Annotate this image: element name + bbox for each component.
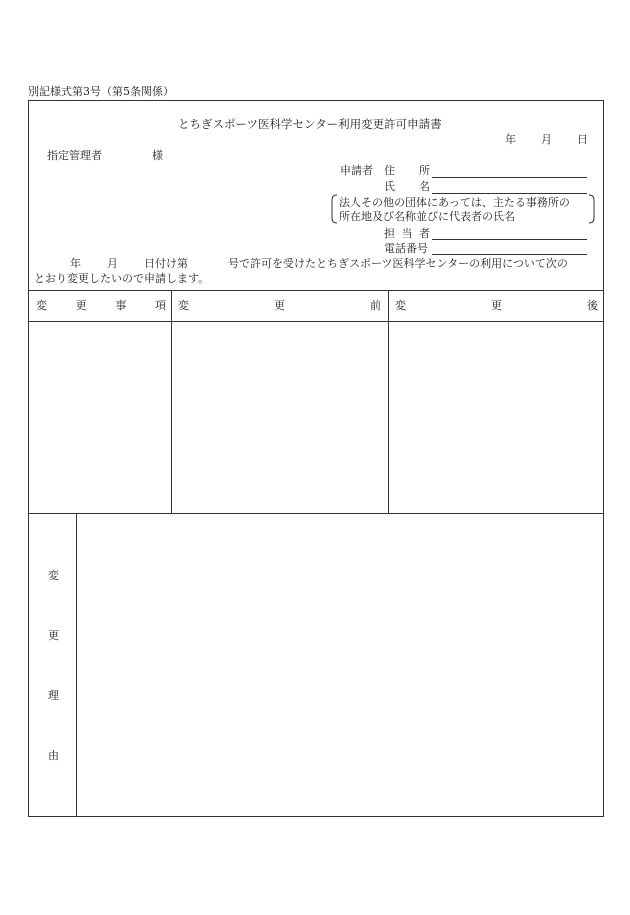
reason-label-char-3: 理 (48, 689, 59, 702)
header-before-change: 変 更 前 (178, 299, 381, 312)
reason-label-char-1: 変 (48, 569, 59, 582)
after-change-cell[interactable] (389, 322, 603, 512)
reason-label-char-2: 更 (48, 629, 59, 642)
address-label: 住 所 (384, 164, 430, 177)
header-change-item: 変 更 事 項 (36, 299, 166, 312)
corporate-note (331, 194, 595, 224)
phone-field[interactable] (432, 254, 587, 255)
body-permit-number-label: 日付け第 (144, 257, 188, 270)
corporate-note-line2: 所在地及び名称並びに代表者の氏名 (339, 210, 515, 223)
applicant-label: 申請者 (340, 164, 373, 177)
contact-field[interactable] (432, 239, 587, 240)
before-change-cell[interactable] (172, 322, 387, 512)
header-after-change: 変 更 後 (395, 299, 598, 312)
name-label: 氏 名 (384, 180, 430, 193)
corporate-note-line1: 法人その他の団体にあっては、主たる事務所の (339, 196, 570, 209)
date-year: 年 (505, 133, 516, 146)
reason-field[interactable] (77, 514, 603, 816)
form-number: 別記様式第3号（第5条関係） (28, 85, 174, 98)
body-year: 年 (70, 257, 81, 270)
date-month: 月 (541, 133, 552, 146)
phone-label: 電話番号 (384, 242, 428, 255)
addressee-honorific: 様 (152, 149, 163, 162)
address-field[interactable] (432, 177, 587, 178)
addressee-label: 指定管理者 (47, 149, 102, 162)
form-title: とちぎスポーツ医科学センター利用変更許可申請書 (178, 117, 442, 131)
body-line1-rest: 号で許可を受けたとちぎスポーツ医科学センターの利用について次の (228, 257, 568, 270)
reason-label-char-4: 由 (48, 749, 59, 762)
table-top-rule (28, 290, 604, 291)
body-month: 月 (107, 257, 118, 270)
body-line2: とおり変更したいので申請します。 (34, 272, 210, 285)
contact-label: 担 当 者 (384, 227, 430, 240)
change-item-cell[interactable] (29, 322, 170, 512)
date-day: 日 (577, 133, 588, 146)
